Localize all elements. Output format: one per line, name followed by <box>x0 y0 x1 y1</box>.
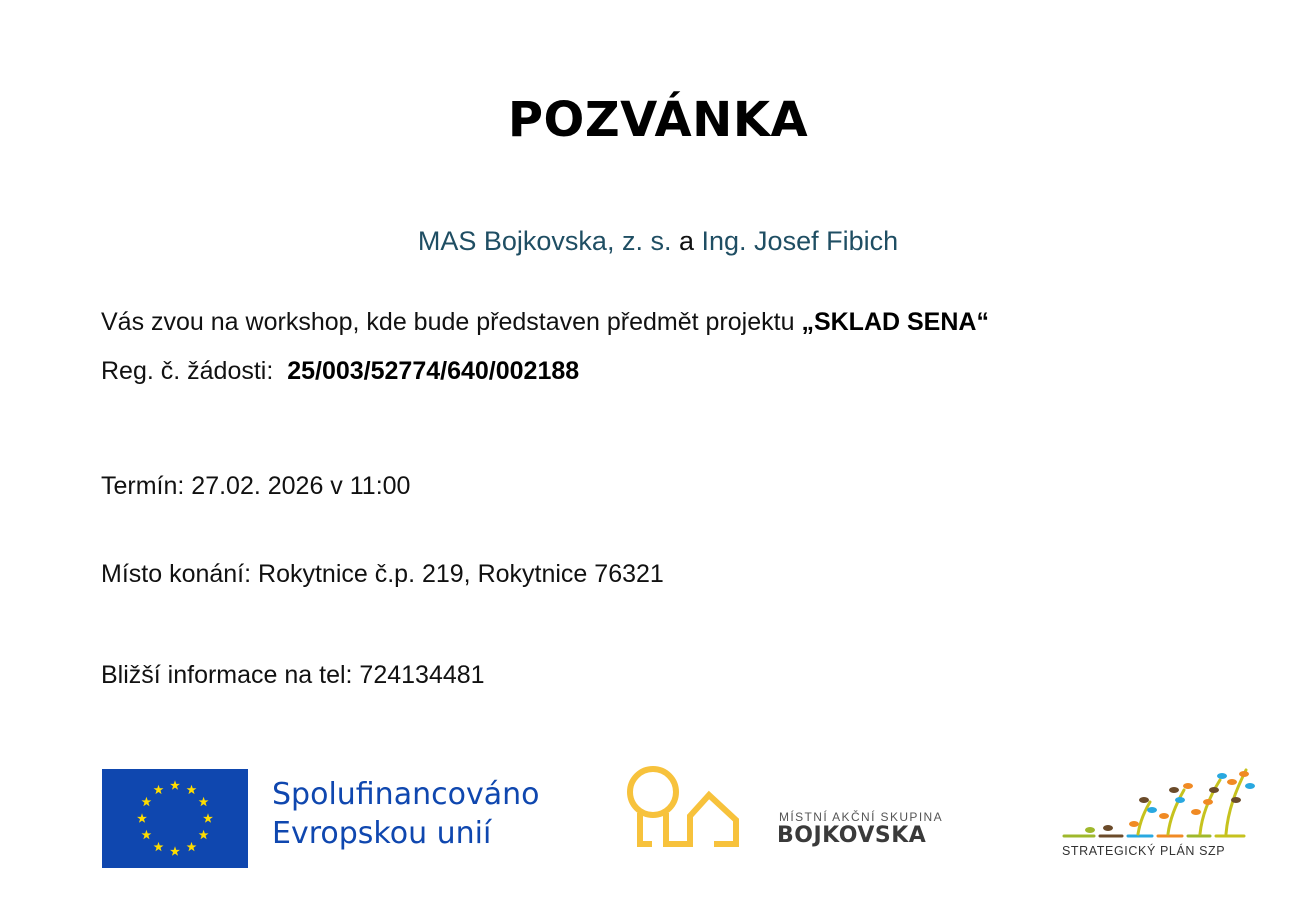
eu-star-icon <box>170 780 180 789</box>
mas-subtitle: MÍSTNÍ AKČNÍ SKUPINA <box>779 810 944 824</box>
eu-text-line1: Spolufinancováno <box>272 777 540 812</box>
organizers-line <box>0 226 1316 257</box>
intro-text: Vás zvou na workshop, kde bude představen předmět projektu <box>101 308 795 336</box>
eu-star-icon <box>199 797 209 806</box>
page-title: POZVÁNKA <box>507 92 809 148</box>
eu-star-icon <box>154 785 164 794</box>
registration-number: 25/003/52774/640/002188 <box>287 357 580 385</box>
registration-line <box>101 357 579 386</box>
eu-star-icon <box>199 830 209 839</box>
eu-star-icon <box>203 813 213 822</box>
intro-line <box>101 308 989 337</box>
eu-cofinanced-text <box>272 775 539 853</box>
eu-text-line2: Evropskou unií <box>272 816 492 851</box>
eu-flag-icon <box>102 769 248 868</box>
eu-star-icon <box>141 830 151 839</box>
contact-line: Bližší informace na tel: 724134481 <box>101 661 485 689</box>
organizer-mas: MAS Bojkovska, z. s. <box>417 226 672 256</box>
szp-caption: STRATEGICKÝ PLÁN SZP <box>1062 844 1226 858</box>
project-name: „SKLAD SENA“ <box>801 308 989 336</box>
eu-star-icon <box>141 797 151 806</box>
szp-plants-logo-icon <box>1060 760 1260 842</box>
eu-star-icon <box>170 846 180 855</box>
eu-star-icon <box>137 813 147 822</box>
date-line: Termín: 27.02. 2026 v 11:00 <box>101 472 411 500</box>
eu-star-icon <box>187 785 197 794</box>
eu-star-icon <box>154 842 164 851</box>
mas-name: BOJKOVSKA <box>777 823 927 848</box>
organizer-conjunction: a <box>678 226 694 256</box>
mas-bojkovska-logo-icon <box>624 764 744 854</box>
registration-label: Reg. č. žádosti: <box>101 357 274 385</box>
organizer-person: Ing. Josef Fibich <box>701 226 899 256</box>
venue-line: Místo konání: Rokytnice č.p. 219, Rokytnice 76321 <box>101 560 664 588</box>
eu-star-icon <box>187 842 197 851</box>
